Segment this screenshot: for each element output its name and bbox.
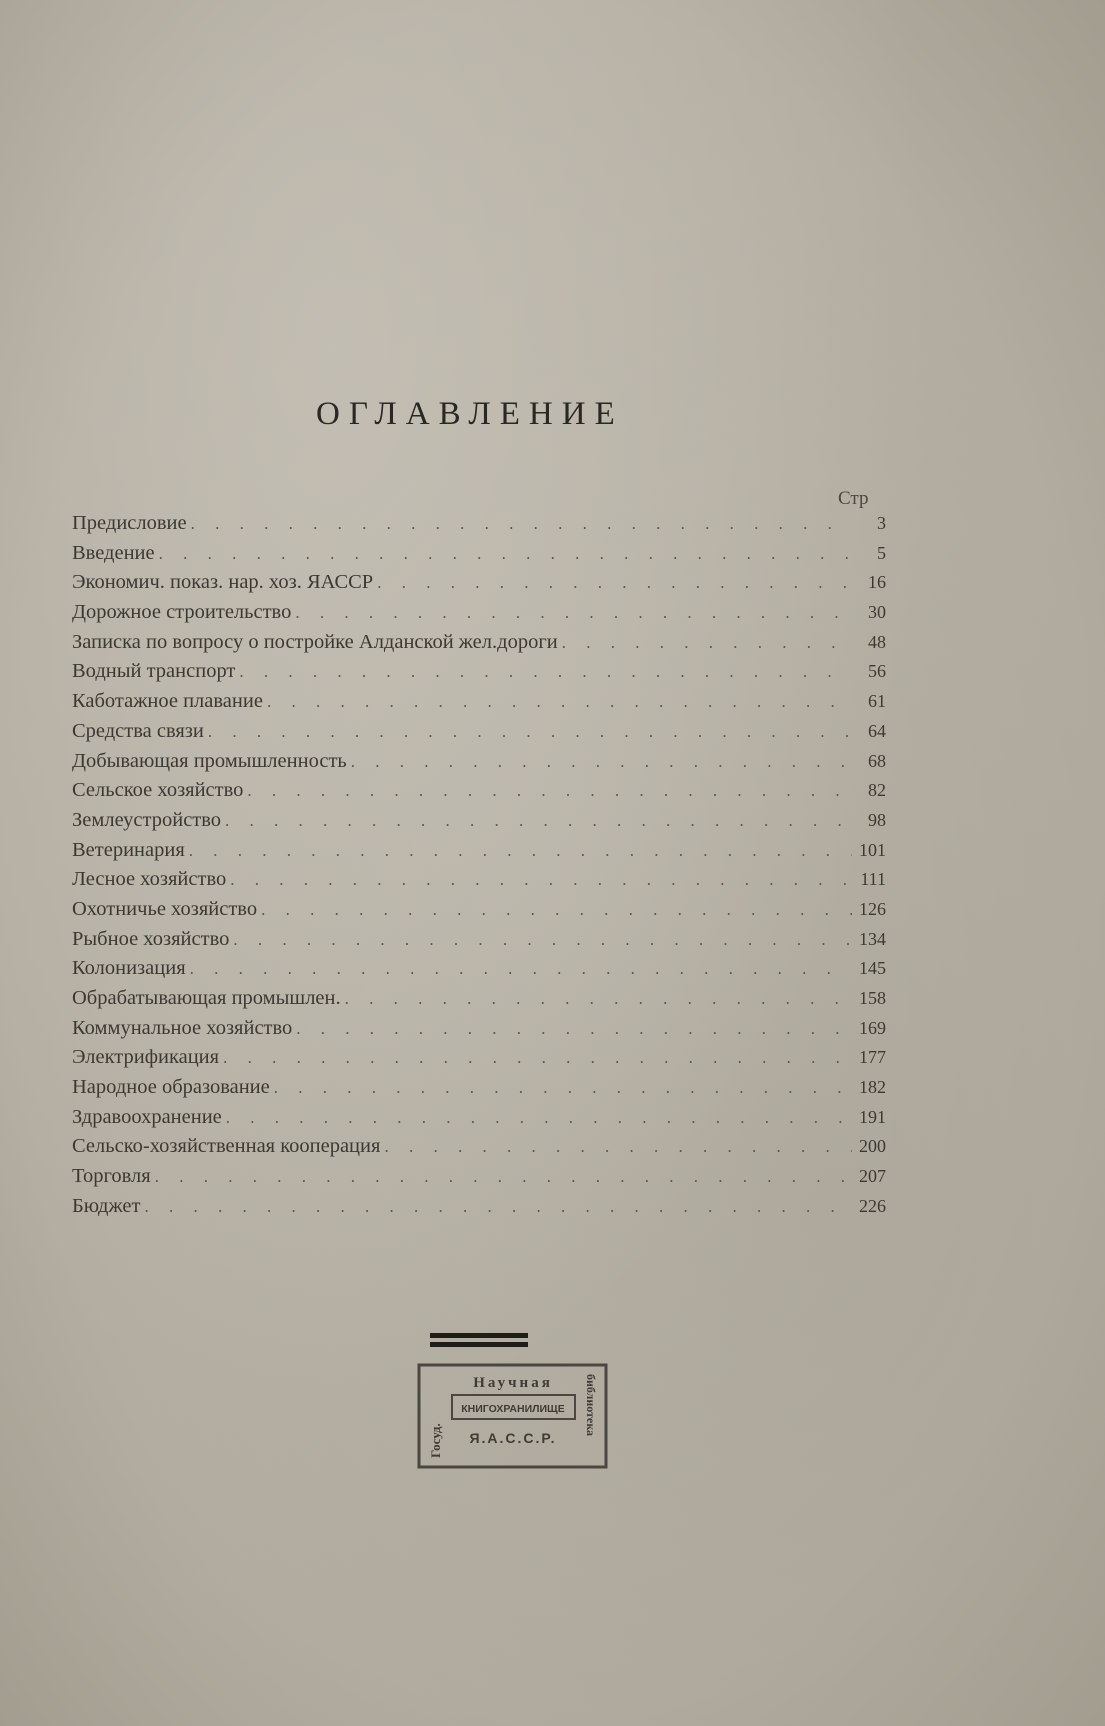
table-of-contents <box>72 512 886 1225</box>
dot-leader <box>296 1019 852 1039</box>
dot-leader <box>562 633 852 653</box>
toc-entry <box>72 1106 886 1136</box>
dot-leader <box>190 959 852 979</box>
dot-leader <box>208 722 852 742</box>
toc-entry-title: Обрабатывающая промышлен. <box>72 987 341 1009</box>
toc-entry <box>72 690 886 720</box>
dot-leader <box>233 930 852 950</box>
page-column-header: Стр <box>838 488 869 509</box>
toc-entry-title: Сельско-хозяйственная кооперация <box>72 1135 381 1158</box>
toc-entry-page: 207 <box>859 1166 886 1187</box>
toc-entry-title: Здравоохранение <box>72 1105 222 1128</box>
stamp-left-text: Госуд. <box>428 1423 443 1458</box>
toc-entry-page: 98 <box>868 809 886 830</box>
toc-entry-title: Дорожное строительство <box>72 601 292 624</box>
dot-leader <box>226 1108 852 1128</box>
toc-entry-title: Каботажное плавание <box>72 690 263 713</box>
toc-entry-page: 169 <box>859 1017 886 1038</box>
toc-entry <box>72 928 886 958</box>
dot-leader <box>223 1048 852 1068</box>
toc-entry <box>72 660 886 690</box>
toc-entry-title: Средства связи <box>72 719 204 742</box>
toc-entry <box>72 512 886 542</box>
dot-leader <box>239 662 852 682</box>
toc-entry <box>72 1017 886 1047</box>
dot-leader <box>189 841 852 861</box>
toc-entry-title: Лесное хозяйство <box>72 868 227 891</box>
toc-entry <box>72 631 886 661</box>
toc-entry-title: Ветеринария <box>72 838 185 861</box>
toc-entry-page: 182 <box>859 1077 886 1098</box>
stamp-right-text: библиотека <box>584 1374 598 1437</box>
toc-entry-title: Народное образование <box>72 1076 270 1099</box>
toc-entry-page: 158 <box>859 988 886 1008</box>
toc-entry <box>72 1076 886 1106</box>
toc-entry-page: 191 <box>859 1106 886 1127</box>
toc-entry-page: 111 <box>860 869 886 890</box>
toc-entry-page: 200 <box>859 1136 886 1157</box>
dot-leader <box>155 1167 852 1187</box>
toc-entry-page: 56 <box>868 661 886 682</box>
dot-leader <box>191 514 852 534</box>
toc-entry-page: 226 <box>859 1195 886 1216</box>
dot-leader <box>144 1197 852 1217</box>
toc-entry-page: 30 <box>868 602 886 623</box>
toc-entry-title: Добывающая промышленность <box>72 749 347 772</box>
dot-leader <box>261 900 852 920</box>
dot-leader <box>225 811 852 831</box>
toc-entry-title: Колонизация <box>72 957 186 980</box>
rule-line <box>430 1342 528 1347</box>
rule-line <box>430 1333 528 1338</box>
toc-entry-title: Охотничье хозяйство <box>72 897 258 920</box>
dot-leader <box>351 752 852 772</box>
toc-entry-title: Введение <box>72 541 155 564</box>
toc-entry-page: 134 <box>859 928 886 949</box>
toc-entry <box>72 809 886 839</box>
dot-leader <box>384 1137 852 1157</box>
toc-entry <box>72 1165 886 1195</box>
dot-leader <box>159 544 852 564</box>
dot-leader <box>295 603 852 623</box>
stamp-bottom-text: Я.А.С.С.Р. <box>469 1430 557 1446</box>
toc-entry <box>72 1195 886 1225</box>
toc-entry-page: 64 <box>868 720 886 741</box>
toc-entry-page: 48 <box>868 631 886 652</box>
toc-entry-title: Коммунальное хозяйство <box>72 1016 293 1039</box>
toc-entry <box>72 1046 886 1076</box>
toc-entry-page: 16 <box>868 572 886 593</box>
toc-entry <box>72 957 886 987</box>
toc-entry-title: Электрификация <box>72 1046 220 1069</box>
toc-entry-title: Предисловие <box>72 512 187 534</box>
toc-entry <box>72 720 886 750</box>
toc-entry-page: 101 <box>859 839 886 860</box>
toc-entry <box>72 987 886 1017</box>
toc-entry-page: 145 <box>859 958 886 979</box>
page-title: ОГЛАВЛЕНИЕ <box>316 396 624 432</box>
toc-entry <box>72 750 886 780</box>
toc-entry-title: Рыбное хозяйство <box>72 927 230 950</box>
toc-entry-title: Экономич. показ. нар. хоз. ЯАССР <box>72 571 374 594</box>
toc-entry-title: Сельское хозяйство <box>72 779 244 802</box>
stamp-top-text: Научная <box>473 1375 553 1391</box>
dot-leader <box>377 573 852 593</box>
toc-entry <box>72 839 886 869</box>
toc-entry-page: 177 <box>859 1047 886 1068</box>
toc-entry-page: 5 <box>877 542 886 563</box>
toc-entry-title: Торговля <box>72 1165 151 1188</box>
toc-entry <box>72 868 886 898</box>
toc-entry-page: 82 <box>868 780 886 801</box>
closing-rule <box>430 1333 528 1347</box>
toc-entry-title: Водный транспорт <box>72 660 236 683</box>
toc-entry-title: Записка по вопросу о постройке Алданской жел.дороги <box>72 630 558 653</box>
toc-entry-page: 3 <box>877 513 886 533</box>
toc-entry <box>72 571 886 601</box>
toc-entry-page: 126 <box>859 898 886 919</box>
toc-entry <box>72 542 886 572</box>
dot-leader <box>274 1078 852 1098</box>
toc-entry-title: Землеустройство <box>72 808 222 831</box>
dot-leader <box>230 870 852 890</box>
toc-entry <box>72 1135 886 1165</box>
dot-leader <box>267 692 852 712</box>
toc-entry <box>72 601 886 631</box>
toc-entry-page: 61 <box>868 691 886 712</box>
dot-leader <box>247 781 852 801</box>
dot-leader <box>345 989 852 1009</box>
stamp-middle-text: КНИГОХРАНИЛИЩЕ <box>461 1403 565 1415</box>
toc-entry-page: 68 <box>868 750 886 771</box>
toc-entry <box>72 898 886 928</box>
toc-entry-title: Бюджет <box>72 1194 141 1217</box>
library-stamp <box>416 1362 609 1470</box>
toc-entry <box>72 779 886 809</box>
